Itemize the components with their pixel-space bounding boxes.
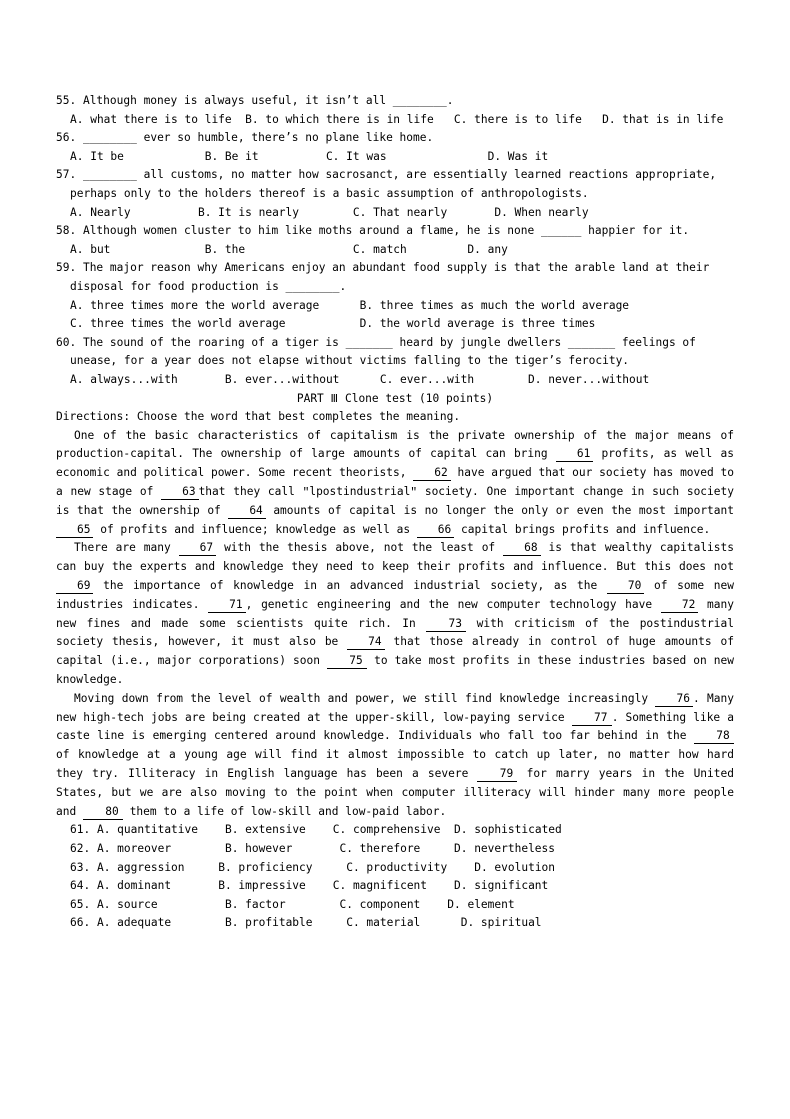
question-59-stem: [56, 259, 734, 278]
cloze-blank-63[interactable]: 63: [161, 485, 198, 500]
p2-text-h: with criticism of the postindustrial society thesis, however, it must also be: [56, 616, 741, 649]
question-60-text-a: The sound of the roaring of a tiger is: [76, 335, 346, 349]
question-59-text-end: .: [339, 279, 347, 293]
question-55-options: A. what there is to life B. to which there is in life C. there is to life D. that is in life: [70, 112, 724, 126]
cloze-blank-71[interactable]: 71: [208, 598, 245, 613]
answer-64-c[interactable]: C. magnificent: [332, 879, 428, 893]
part-heading: PART Ⅲ Clone test (10 points): [296, 391, 494, 405]
passage-paragraph-1: [56, 427, 741, 540]
answer-62-a[interactable]: A. moreover: [96, 842, 172, 856]
p2-text-d: the importance of knowledge in an advanced industrial society, as the: [93, 579, 607, 593]
question-56-blank: ________: [82, 131, 137, 145]
question-55-number: 55.: [56, 94, 77, 107]
p2-text-e: of some new industries indicates.: [56, 579, 741, 611]
answer-65-number: 65.: [70, 897, 91, 911]
question-57-stem: [56, 166, 734, 185]
answer-63-a[interactable]: A. aggression: [96, 860, 185, 874]
answer-66-c[interactable]: C. material: [346, 916, 421, 930]
cloze-blank-61[interactable]: 61: [556, 447, 593, 462]
answer-61-number: 61.: [70, 823, 91, 837]
question-60-number: 60.: [56, 335, 77, 349]
cloze-blank-69[interactable]: 69: [56, 579, 93, 594]
p1-text-f: of profits and influence; knowledge as well as: [93, 522, 417, 536]
question-60-stem: [56, 334, 734, 353]
passage-paragraph-2: [56, 539, 741, 689]
p3-text-f: them to a life of low-skill and low-paid labor.: [122, 804, 447, 818]
question-56-lead: [76, 131, 83, 144]
question-57-text: all customs, no matter how sacrosanct, are essentially learned reactions appropriate,: [136, 168, 717, 182]
p1-text-d: that they call ʺlpostindustrialʺ society. One important change in such society is that the ownership of: [56, 485, 741, 517]
question-57-lead: [76, 168, 83, 181]
question-60-options: A. always...with B. ever...without C. ever...with D. never...without: [70, 372, 650, 386]
p2-text-g: many new fines and made some scientists quite rich. In: [56, 597, 741, 630]
answer-row-66: [56, 914, 734, 933]
p2-text-c: is that wealthy capitalists can buy the experts and knowledge they need to keep their profits and influence. But this does not: [56, 541, 741, 574]
p2-text-a: There are many: [74, 541, 179, 555]
question-60-blank-2: _______: [567, 335, 616, 349]
answer-61-a[interactable]: A. quantitative: [96, 823, 199, 837]
cloze-blank-66[interactable]: 66: [417, 523, 454, 538]
p3-text-b: . Many new high-tech jobs are being created at the upper-skill, low-paying service: [56, 691, 741, 724]
p3-text-e: for marry years in the United States, but we are also moving to the point when computer illiteracy will hinder many more people and: [56, 767, 741, 818]
answer-66-number: 66.: [70, 916, 91, 930]
answer-65-b[interactable]: B. factor: [224, 897, 286, 911]
p1-text-b: profits, as well as economic and political power. Some recent theorists,: [56, 447, 741, 480]
cloze-blank-78[interactable]: 78: [694, 729, 734, 744]
answer-64-d[interactable]: D. significant: [453, 879, 549, 893]
answer-63-b[interactable]: B. proficiency: [218, 860, 313, 874]
question-55-blank: ________: [392, 94, 447, 107]
cloze-blank-67[interactable]: 67: [179, 541, 216, 556]
cloze-blank-79[interactable]: 79: [477, 767, 517, 782]
question-60-text-c: feelings of: [615, 335, 696, 349]
question-58-options: A. but B. the C. match D. any: [70, 242, 508, 256]
p2-text-i: that those already in control of huge amounts of capital (i.e., major corporations) soon: [56, 635, 741, 668]
answer-64-a[interactable]: A. dominant: [96, 879, 172, 893]
question-59-number: 59.: [56, 261, 77, 275]
question-56-options: A. It be B. Be it C. It was D. Was it: [70, 149, 549, 163]
directions: Directions: Choose the word that best completes the meaning.: [56, 410, 461, 424]
cloze-blank-64[interactable]: 64: [228, 504, 265, 519]
p2-text-f: , genetic engineering and the new computer technology have: [245, 597, 661, 611]
question-58-number: 58.: [56, 224, 77, 238]
question-59-blank: ________: [285, 279, 340, 293]
cloze-blank-76[interactable]: 76: [655, 692, 692, 707]
question-55-stem: [56, 92, 734, 111]
question-57-blank: ________: [82, 168, 137, 182]
question-56-number: 56.: [56, 131, 77, 145]
answer-63-d[interactable]: D. evolution: [474, 860, 556, 874]
question-55-text: Although money is always useful, it isn’t all: [76, 94, 393, 107]
p1-text-g: capital brings profits and influence.: [454, 522, 711, 536]
question-60-blank-1: _______: [345, 335, 393, 349]
answer-62-d[interactable]: D. nevertheless: [453, 842, 556, 856]
answer-61-b[interactable]: B. extensive: [224, 823, 306, 837]
question-58-text-end: happier for it.: [581, 224, 690, 238]
answer-62-c[interactable]: C. therefore: [339, 842, 421, 856]
cloze-blank-68[interactable]: 68: [503, 541, 540, 556]
cloze-blank-72[interactable]: 72: [661, 598, 698, 613]
cloze-blank-74[interactable]: 74: [347, 635, 384, 650]
p3-text-c: . Something like a caste line is emerging centered around knowledge. Individuals who fall too far behind in the: [56, 710, 741, 743]
question-59-stem-cont: [56, 278, 734, 297]
cloze-blank-62[interactable]: 62: [413, 466, 450, 481]
question-59-text: The major reason why Americans enjoy an abundant food supply is that the arable land at their: [76, 261, 710, 275]
answer-64-number: 64.: [70, 879, 91, 893]
answer-61-d[interactable]: D. sophisticated: [454, 823, 562, 837]
p3-text-d: of knowledge at a young age will find it almost impossible to catch up later, no matter how hard they try. Illiteracy in English language has been a severe: [56, 729, 741, 781]
question-57-stem-cont: perhaps only to the holders thereof is a basic assumption of anthropologists.: [70, 186, 589, 200]
answer-65-d[interactable]: D. element: [447, 897, 515, 911]
answer-62-b[interactable]: B. however: [224, 842, 293, 856]
answer-66-d[interactable]: D. spiritual: [460, 916, 542, 930]
answer-row-63: [56, 859, 734, 878]
cloze-blank-80[interactable]: 80: [83, 805, 123, 820]
p1-text-e: amounts of capital is no longer the only or even the most important: [265, 503, 741, 517]
p2-text-j: to take most profits in these industries based on new knowledge.: [56, 654, 741, 687]
answer-63-number: 63.: [70, 860, 91, 874]
question-55-text-end: .: [446, 94, 454, 107]
question-56-text: ever so humble, there’s no plane like home.: [136, 131, 434, 145]
question-60-stem-cont: unease, for a year does not elapse without victims falling to the tiger’s ferocity.: [70, 354, 630, 368]
answer-63-c[interactable]: C. productivity: [346, 860, 448, 874]
question-59-options-1: A. three times more the world average B. three times as much the world average: [70, 298, 630, 312]
p2-text-b: with the thesis above, not the least of: [216, 541, 504, 555]
cloze-blank-75[interactable]: 75: [327, 654, 367, 669]
answer-66-b[interactable]: B. profitable: [224, 916, 313, 930]
answer-row-61: [56, 821, 734, 840]
answer-row-62: [56, 840, 734, 859]
answer-65-a[interactable]: A. source: [96, 897, 158, 911]
question-57-number: 57.: [56, 168, 77, 182]
question-58-blank: ______: [540, 224, 582, 238]
question-59-options-2: C. three times the world average D. the world average is three times: [70, 317, 596, 331]
p1-text-c: have argued that our society has moved to a new stage of: [56, 466, 741, 499]
question-58-text: Although women cluster to him like moths around a flame, he is none: [76, 224, 541, 238]
answer-65-c[interactable]: C. component: [339, 897, 421, 911]
p3-text-a: Moving down from the level of wealth and power, we still find knowledge increasingly: [74, 691, 656, 705]
cloze-blank-77[interactable]: 77: [572, 711, 612, 726]
answer-row-65: [56, 896, 734, 915]
question-58-stem: [56, 222, 734, 241]
cloze-blank-70[interactable]: 70: [607, 579, 644, 594]
answer-66-a[interactable]: A. adequate: [96, 916, 172, 930]
cloze-blank-65[interactable]: 65: [56, 523, 93, 538]
cloze-blank-73[interactable]: 73: [426, 617, 466, 632]
answer-64-b[interactable]: B. impressive: [218, 879, 306, 893]
answer-row-64: [56, 877, 734, 896]
question-60-text-b: heard by jungle dwellers: [392, 335, 568, 349]
passage-paragraph-3: [56, 690, 741, 822]
question-57-options: A. Nearly B. It is nearly C. That nearly D. When nearly: [70, 205, 589, 219]
question-59-cont-text: disposal for food production is: [70, 279, 286, 293]
p1-text-a: One of the basic characteristics of capitalism is the private ownership of the major means of production-capital. The ownership of large amounts of capital can bring: [56, 428, 741, 461]
answer-62-number: 62.: [70, 842, 91, 856]
question-56-stem: [56, 129, 734, 148]
answer-61-c[interactable]: C. comprehensive: [332, 823, 441, 837]
